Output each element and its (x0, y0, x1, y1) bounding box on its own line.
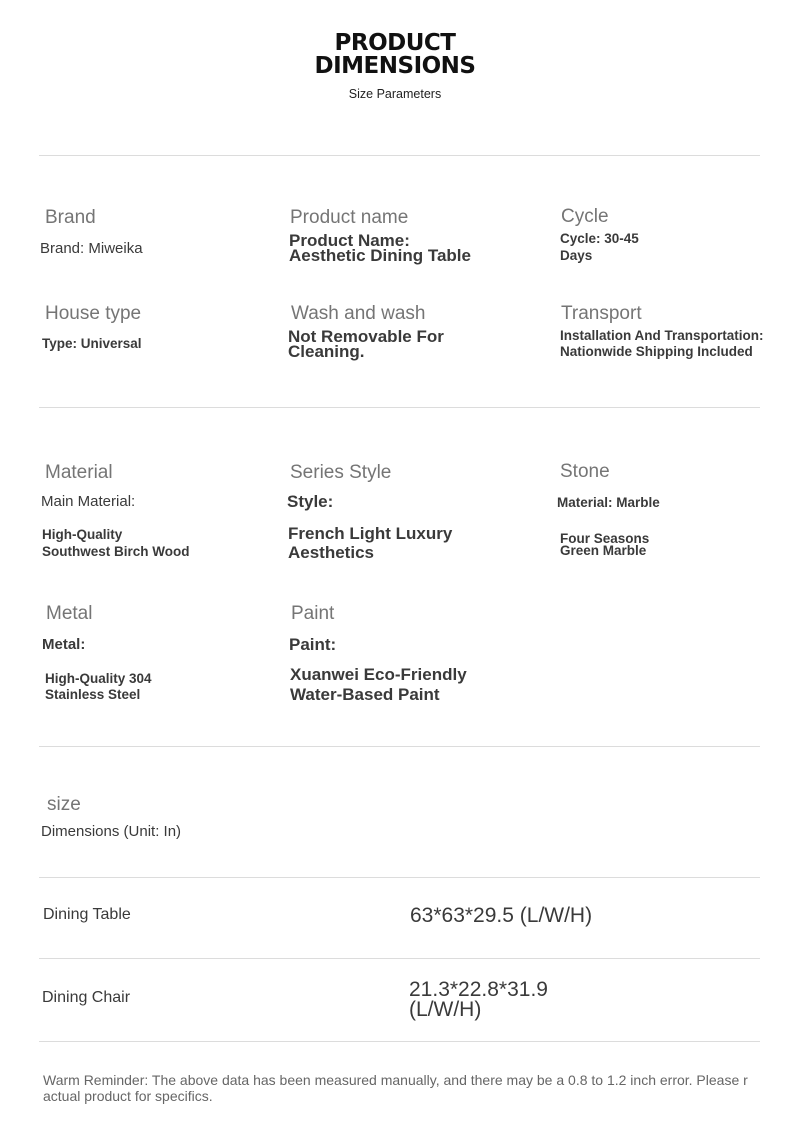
series-style-label: Series Style (290, 462, 392, 483)
dining-table-value: 63*63*29.5 (L/W/H) (410, 904, 593, 927)
divider-chair-row (39, 1041, 760, 1042)
paint-label: Paint (291, 603, 335, 624)
dining-chair-value-line-1: 21.3*22.8*31.9 (409, 978, 548, 1001)
material-label: Material (45, 462, 113, 483)
page-title-line-2: DIMENSIONS (314, 53, 476, 79)
metal-key: Metal: (42, 636, 86, 653)
size-label: size (47, 794, 81, 815)
series-style-key: Style: (287, 492, 334, 511)
paint-line-2: Water-Based Paint (290, 685, 440, 704)
size-unit-text: Dimensions (Unit: In) (41, 823, 182, 840)
house-type-value: Type: Universal (42, 336, 142, 351)
stone-label: Stone (560, 461, 610, 482)
product-name-line-2: Aesthetic Dining Table (289, 246, 471, 265)
series-style-line-2: Aesthetics (288, 543, 374, 562)
divider-basics (39, 407, 760, 408)
paint-key: Paint: (289, 635, 337, 654)
divider-materials (39, 746, 760, 747)
divider-size-header (39, 877, 760, 878)
metal-line-2: Stainless Steel (45, 687, 141, 702)
warm-reminder-line-2: actual product for specifics. (43, 1088, 213, 1104)
wash-line-1: Not Removable For (288, 327, 444, 346)
warm-reminder-line-1: Warm Reminder: The above data has been measured manually, and there may be a 0.8 to 1.2 inch error. Please r (43, 1072, 748, 1088)
house-type-label: House type (45, 303, 142, 324)
stone-line-2: Green Marble (560, 543, 647, 558)
metal-label: Metal (46, 603, 93, 624)
series-style-line-1: French Light Luxury (288, 524, 453, 543)
wash-label: Wash and wash (291, 303, 426, 324)
transport-line-2: Nationwide Shipping Included (560, 344, 753, 359)
material-line-2: Southwest Birch Wood (42, 544, 190, 559)
brand-label: Brand (45, 207, 96, 228)
divider-table-row (39, 958, 760, 959)
stone-key: Material: Marble (557, 495, 660, 510)
stone-line-1: Four Seasons (560, 531, 650, 546)
transport-line-1: Installation And Transportation: (560, 328, 764, 343)
transport-label: Transport (561, 303, 642, 324)
material-key: Main Material: (41, 493, 136, 510)
product-name-label: Product name (290, 207, 409, 228)
metal-line-1: High-Quality 304 (45, 671, 152, 686)
divider-top (39, 155, 760, 156)
wash-line-2: Cleaning. (288, 342, 365, 361)
dining-table-name: Dining Table (43, 906, 131, 923)
paint-line-1: Xuanwei Eco-Friendly (290, 665, 467, 684)
cycle-label: Cycle (561, 206, 609, 227)
cycle-line-2: Days (560, 248, 593, 263)
cycle-line-1: Cycle: 30-45 (560, 231, 639, 246)
dining-chair-name: Dining Chair (42, 989, 131, 1006)
dining-chair-value-line-2: (L/W/H) (409, 998, 482, 1021)
material-line-1: High-Quality (42, 527, 123, 542)
brand-value: Brand: Miweika (40, 240, 143, 257)
page-title-line-1: PRODUCT (334, 30, 456, 56)
product-name-line-1: Product Name: (289, 231, 410, 250)
page-subtitle: Size Parameters (348, 87, 442, 101)
